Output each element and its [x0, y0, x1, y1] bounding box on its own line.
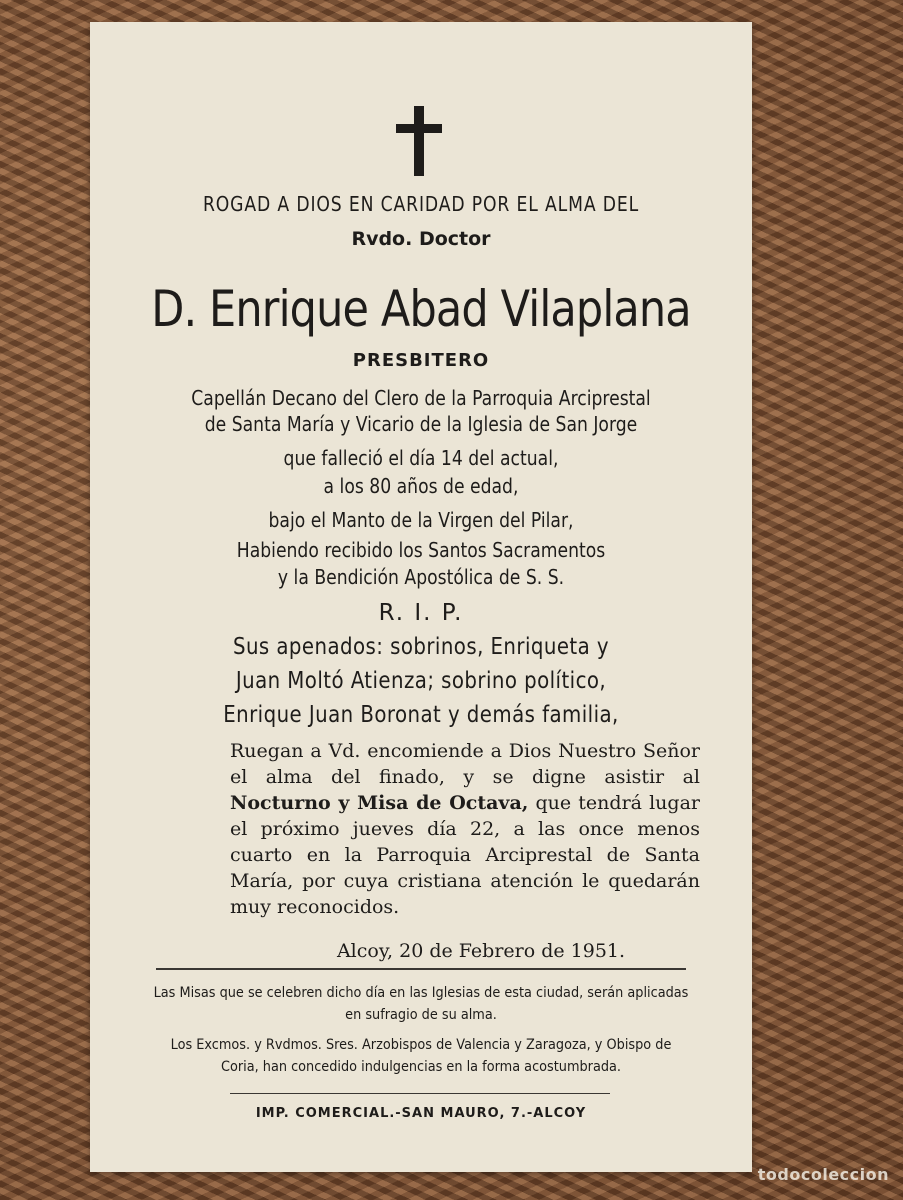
detail-line: que falleció el día 14 del actual, — [283, 446, 559, 470]
note-indulgences: Los Excmos. y Rvdmos. Sres. Arzobispos de Valencia y Zaragoza, y Obispo de Coria, han concedido indulgencias en la forma acostumbrada. — [170, 1037, 672, 1075]
memorial-card — [90, 22, 752, 1172]
divider — [230, 1093, 610, 1094]
request-text-end: que tendrá lugar el próximo jueves día 22, a las once menos cuarto en la Parroquia Arciprestal de Santa María, por cuya cristiana atención le quedarán muy reconocidos. — [230, 792, 700, 918]
request-paragraph — [230, 738, 700, 920]
header-text: ROGAD A DIOS EN CARIDAD POR EL ALMA DEL — [202, 192, 640, 216]
deceased-name: D. Enrique Abad Vilaplana — [151, 280, 691, 338]
divider — [156, 968, 686, 970]
request-text: Ruegan a Vd. encomiende a Dios Nuestro Señor el alma del finado, y se digne asistir al — [230, 740, 700, 788]
family-line: Enrique Juan Boronat y demás familia, — [223, 702, 619, 728]
rip-text: R. I. P. — [378, 600, 464, 626]
date-line: Alcoy, 20 de Febrero de 1951. — [336, 940, 626, 962]
family-line: Juan Moltó Atienza; sobrino político, — [235, 668, 607, 694]
detail-line: y la Bendición Apostólica de S. S. — [277, 565, 565, 589]
title-line: Rvdo. Doctor — [351, 228, 491, 250]
detail-line: Habiendo recibido los Santos Sacramentos — [236, 538, 606, 562]
role-text: PRESBITERO — [352, 350, 490, 371]
family-line: Sus apenados: sobrinos, Enriqueta y — [232, 634, 610, 660]
printer-line: IMP. COMERCIAL.-SAN MAURO, 7.-ALCOY — [255, 1106, 587, 1121]
detail-line: bajo el Manto de la Virgen del Pilar, — [268, 508, 574, 532]
detail-line: Capellán Decano del Clero de la Parroquia Arciprestal — [191, 386, 651, 410]
watermark-text: todocoleccion — [757, 1165, 889, 1184]
cross-icon — [396, 106, 442, 176]
detail-line: a los 80 años de edad, — [323, 474, 519, 498]
detail-line: de Santa María y Vicario de la Iglesia de San Jorge — [204, 412, 638, 436]
note-masses: Las Misas que se celebren dicho día en las Iglesias de esta ciudad, serán aplicadas en sufragio de su alma. — [153, 985, 689, 1023]
request-bold-text: Nocturno y Misa de Octava, — [230, 792, 529, 814]
